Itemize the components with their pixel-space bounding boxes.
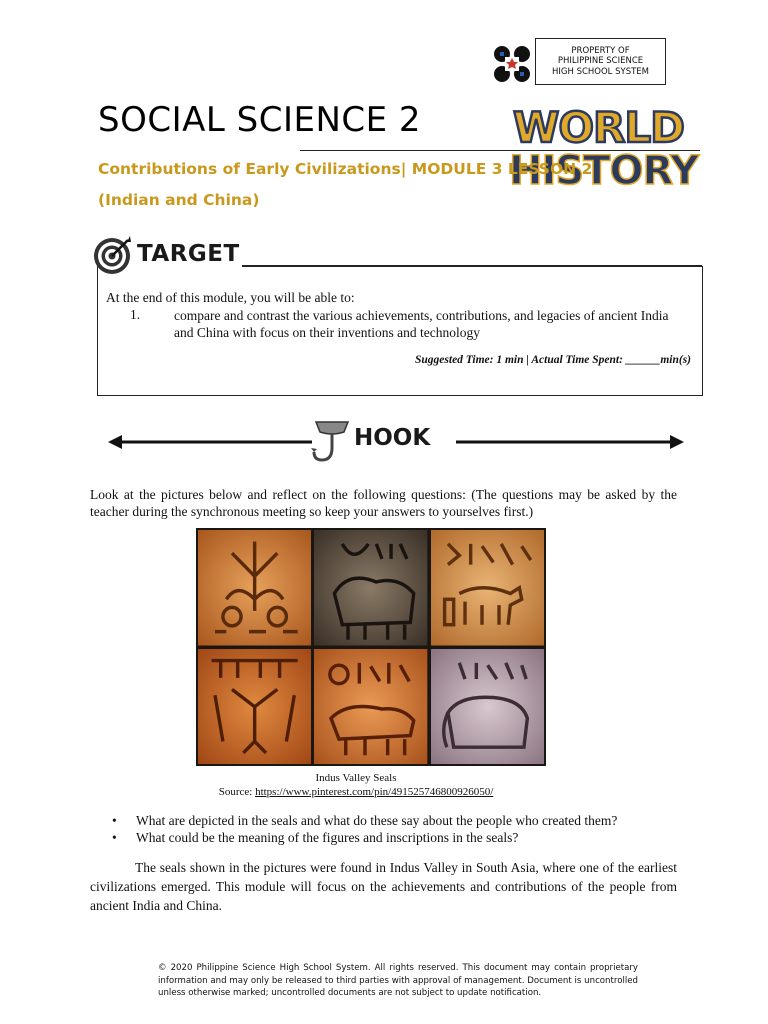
indus-seals-image xyxy=(196,528,546,766)
list-item: • What are depicted in the seals and what do these say about the people who created them? xyxy=(112,813,618,828)
question-2: What could be the meaning of the figures and inscriptions in the seals? xyxy=(136,830,519,845)
seal-image-6 xyxy=(431,649,544,765)
world-history-word-1: WORLD xyxy=(513,103,684,152)
target-label: TARGET xyxy=(137,241,240,267)
reflection-questions xyxy=(112,812,692,846)
lesson-title-line-2: (Indian and China) xyxy=(98,191,260,209)
lesson-title-line-1: Contributions of Early Civilizations| MODULE 3 LESSON 2 xyxy=(98,160,593,178)
arrow-left-icon xyxy=(108,430,312,454)
seal-image-3 xyxy=(431,530,544,646)
source-label: Source: xyxy=(218,786,256,798)
footer-notice: © 2020 Philippine Science High School System. All rights reserved. This document may contain proprietary information and may only be released to third parties with approval of management. Document is uncontrolled unless otherwise marked; uncontrolled documents are not subject to update notification. xyxy=(158,963,638,998)
hook-intro-paragraph: Look at the pictures below and reflect on the following questions: (The questions may be asked by the teacher during the synchronous meeting so keep your answers to yourselves first.) xyxy=(90,487,677,519)
source-link[interactable]: https://www.pinterest.com/pin/491525746800926050/ xyxy=(255,786,494,798)
question-1: What are depicted in the seals and what do these say about the people who created them? xyxy=(136,813,618,828)
objective-text: compare and contrast the various achievements, contributions, and legacies of ancient India and China with focus on their inventions and technology xyxy=(174,308,669,340)
world-history-word-2: HISTORY xyxy=(509,148,699,192)
hook-label: HOOK xyxy=(354,425,431,451)
seal-image-2 xyxy=(314,530,427,646)
objective-number: 1. xyxy=(130,307,141,322)
image-caption: Indus Valley Seals xyxy=(315,772,397,784)
seal-paragraph: The seals shown in the pictures were found in Indus Valley in South Asia, where one of the earliest civilizations emerged. This module will focus on the achievements and contributions of the people from ancient India and China. xyxy=(90,860,677,913)
time-note: Suggested Time: 1 min | Actual Time Spent: ______min(s) xyxy=(415,354,691,366)
subject-title: SOCIAL SCIENCE 2 xyxy=(98,100,422,140)
seal-image-4 xyxy=(198,649,311,765)
property-line-3: HIGH SCHOOL SYSTEM xyxy=(552,66,649,77)
property-line-2: PHILIPPINE SCIENCE xyxy=(557,56,644,67)
objective-intro: At the end of this module, you will be able to: xyxy=(106,290,355,305)
image-source xyxy=(196,786,516,798)
list-item: • What could be the meaning of the figures and inscriptions in the seals? xyxy=(112,830,519,845)
property-notice xyxy=(535,38,666,85)
seal-image-5 xyxy=(314,649,427,765)
hook-icon xyxy=(310,418,354,464)
property-line-1: PROPERTY OF xyxy=(571,45,630,56)
pshs-logo-icon xyxy=(493,45,531,83)
arrow-right-icon xyxy=(456,430,684,454)
seal-image-1 xyxy=(198,530,311,646)
lesson-title xyxy=(98,154,592,216)
